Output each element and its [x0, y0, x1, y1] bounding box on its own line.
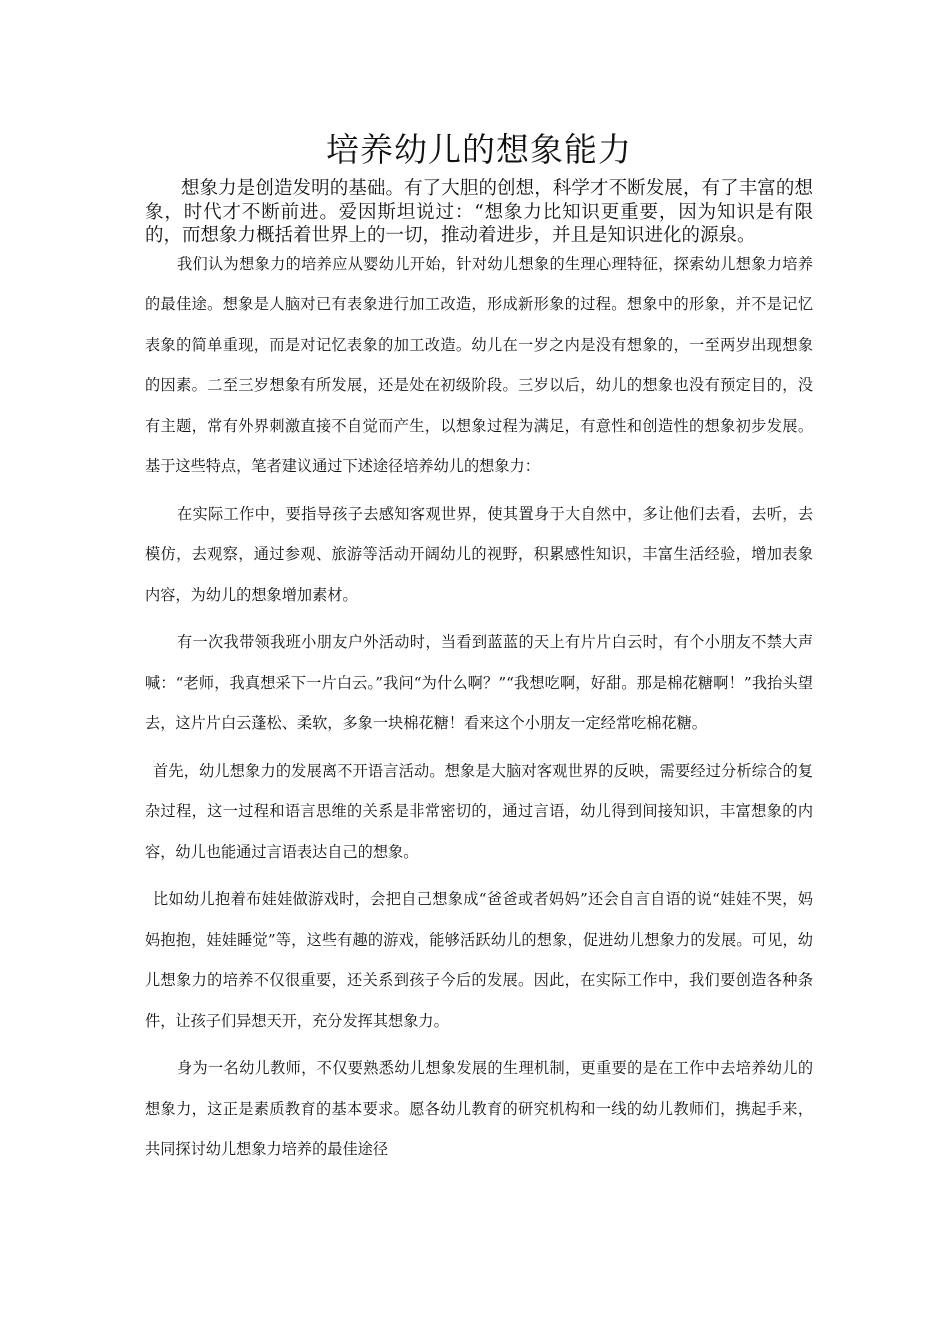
intro-paragraph: 想象力是创造发明的基础。有了大胆的创想，科学才不断发展，有了丰富的想象，时代才不断前进。爱因斯坦说过：“想象力比知识更重要，因为知识是有限的，而想象力概括着世界上的一切，推动着进步，并且是知识进化的源泉。 — [145, 178, 813, 246]
document-page — [145, 126, 813, 1170]
body-paragraph-3: 有一次我带领我班小朋友户外活动时，当看到蓝蓝的天上有片片白云时，有个小朋友不禁大声喊：“老师，我真想采下一片白云。”我问“为什么啊？”“我想吃啊，好甜。那是棉花糖啊！”我抬头望去，这片片白云蓬松、柔软，多象一块棉花糖！看来这个小朋友一定经常吃棉花糖。 — [145, 633, 813, 732]
body-paragraph-1: 我们认为想象力的培养应从婴幼儿开始，针对幼儿想象的生理心理特征，探索幼儿想象力培养的最佳途。想象是人脑对已有表象进行加工改造，形成新形象的过程。想象中的形象，并不是记忆表象的简单重现，而是对记忆表象的加工改造。幼儿在一岁之内是没有想象的，一至两岁出现想象的因素。二至三岁想象有所发展，还是处在初级阶段。三岁以后，幼儿的想象也没有预定目的，没有主题，常有外界刺激直接不自觉而产生，以想象过程为满足，有意性和创造性的想象初步发展。基于这些特点，笔者建议通过下述途径培养幼儿的想象力： — [145, 254, 813, 475]
body-paragraph-6: 身为一名幼儿教师，不仅要熟悉幼儿想象发展的生理机制，更重要的是在工作中去培养幼儿的想象力，这正是素质教育的基本要求。愿各幼儿教育的研究机构和一线的幼儿教师们，携起手来，共同探讨幼儿想象力培养的最佳途径 — [145, 1059, 813, 1158]
body-paragraph-4: 首先，幼儿想象力的发展离不开语言活动。想象是大脑对客观世界的反映，需要经过分析综合的复杂过程，这一过程和语言思维的关系是非常密切的，通过言语，幼儿得到间接知识，丰富想象的内容，幼儿也能通过言语表达自己的想象。 — [145, 761, 813, 861]
body-paragraph-5: 比如幼儿抱着布娃娃做游戏时，会把自己想象成“爸爸或者妈妈”还会自言自语的说“娃娃不哭，妈妈抱抱，娃娃睡觉”等，这些有趣的游戏，能够活跃幼儿的想象，促进幼儿想象力的发展。可见，幼儿想象力的培养不仅很重要，还关系到孩子今后的发展。因此，在实际工作中，我们要创造各种条件，让孩子们异想天开，充分发挥其想象力。 — [145, 890, 813, 1030]
body-paragraph-2: 在实际工作中，要指导孩子去感知客观世界，使其置身于大自然中，多让他们去看，去听，去模仿，去观察，通过参观、旅游等活动开阔幼儿的视野，积累感性知识，丰富生活经验，增加表象内容，为幼儿的想象增加素材。 — [145, 504, 813, 604]
document-title: 培养幼儿的想象能力 — [326, 130, 632, 169]
